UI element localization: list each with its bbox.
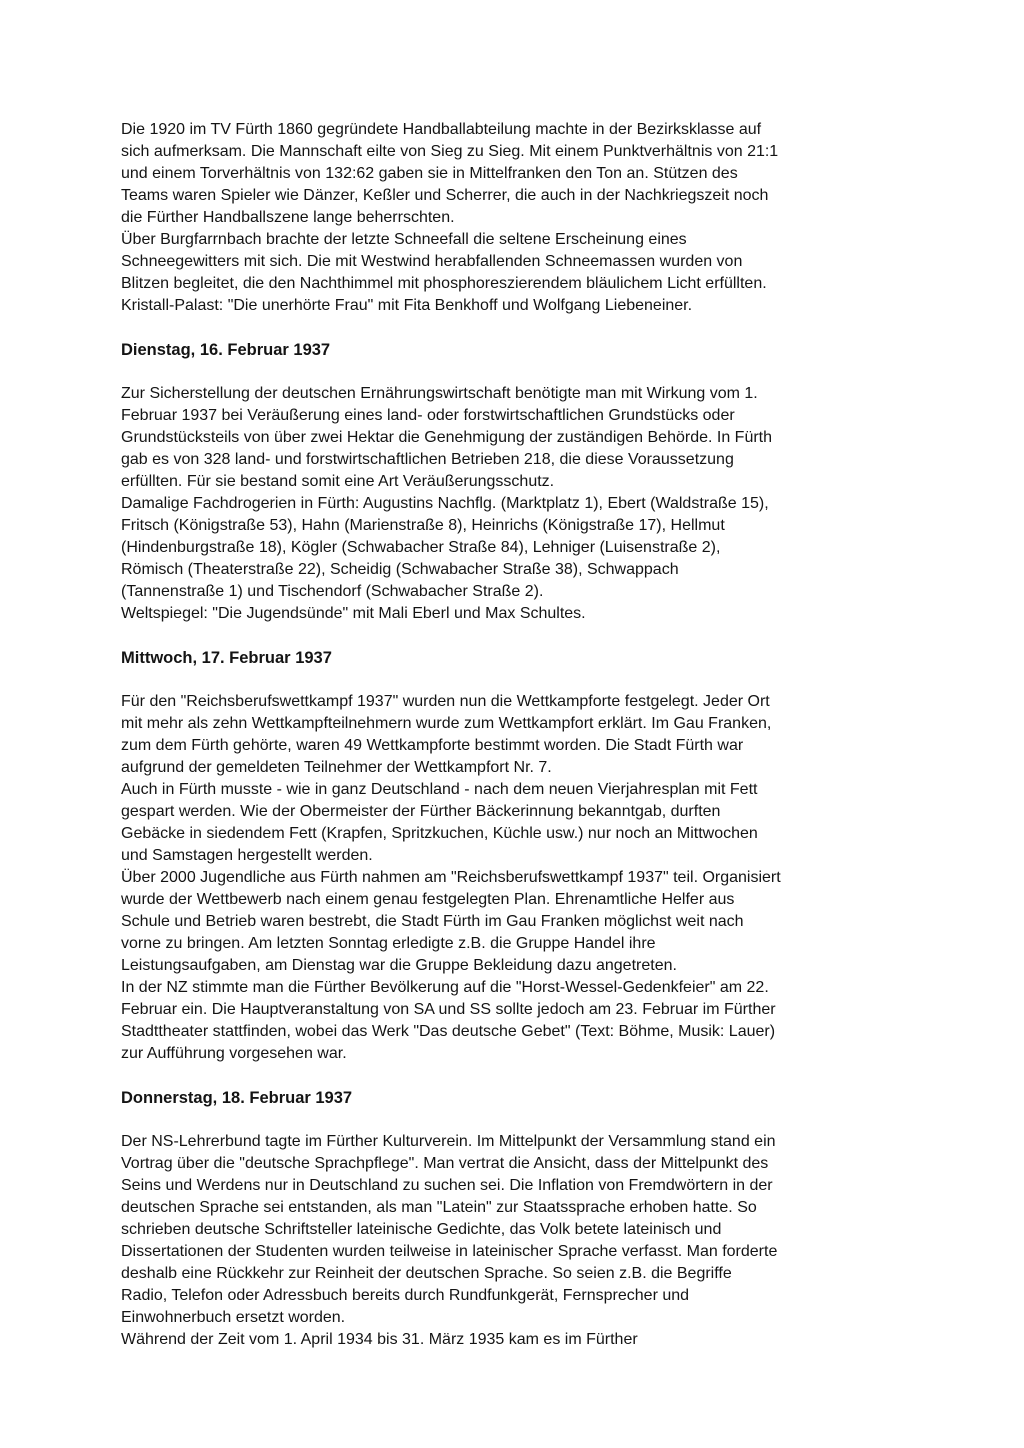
text-line: deutschen Sprache sei entstanden, als man "Latein" zur Staatssprache erhoben hatte. So: [121, 1199, 757, 1216]
text-line: Über 2000 Jugendliche aus Fürth nahmen am "Reichsberufswettkampf 1937" teil. Organisiert: [121, 869, 781, 886]
paragraph: [121, 229, 921, 295]
text-line: Teams waren Spieler wie Dänzer, Keßler und Scherrer, die auch in der Nachkriegszeit noch: [121, 187, 769, 204]
text-line: Leistungsaufgaben, am Dienstag war die Gruppe Bekleidung dazu angetreten.: [121, 957, 677, 974]
text-line: Grundstücksteils von über zwei Hektar die Genehmigung der zuständigen Behörde. In Fürth: [121, 429, 773, 446]
text-line: Einwohnerbuch ersetzt worden.: [121, 1309, 346, 1326]
text-line: mit mehr als zehn Wettkampfteilnehmern wurde zum Wettkampfort erklärt. Im Gau Franken,: [121, 715, 772, 732]
text-line: aufgrund der gemeldeten Teilnehmer der Wettkampfort Nr. 7.: [121, 759, 552, 776]
text-line: Die 1920 im TV Fürth 1860 gegründete Handballabteilung machte in der Bezirksklasse auf: [121, 121, 762, 138]
text-line: gab es von 328 land- und forstwirtschaftlichen Betrieben 218, die diese Voraussetzung: [121, 451, 734, 468]
text-line: (Tannenstraße 1) und Tischendorf (Schwabacher Straße 2).: [121, 583, 544, 600]
text-line: Römisch (Theaterstraße 22), Scheidig (Schwabacher Straße 38), Schwappach: [121, 561, 679, 578]
paragraph: [121, 119, 921, 229]
text-line: Damalige Fachdrogerien in Fürth: Augustins Nachflg. (Marktplatz 1), Ebert (Waldstraße 15),: [121, 495, 769, 512]
text-line: In der NZ stimmte man die Fürther Bevölkerung auf die "Horst-Wessel-Gedenkfeier" am 22.: [121, 979, 769, 996]
paragraph: [121, 1131, 921, 1329]
paragraph: [121, 493, 921, 603]
text-line: Zur Sicherstellung der deutschen Ernährungswirtschaft benötigte man mit Wirkung vom 1.: [121, 385, 758, 402]
text-line: Dissertationen der Studenten wurden teilweise in lateinischer Sprache verfasst. Man forderte: [121, 1243, 778, 1260]
paragraph: [121, 691, 921, 779]
text-line: Blitzen begleitet, die den Nachthimmel mit phosphoreszierendem bläulichem Licht erfüllten.: [121, 275, 767, 292]
paragraph: [121, 977, 921, 1065]
text-line: (Hindenburgstraße 18), Kögler (Schwabacher Straße 84), Lehniger (Luisenstraße 2),: [121, 539, 721, 556]
text-line: gespart werden. Wie der Obermeister der Fürther Bäckerinnung bekanntgab, durften: [121, 803, 721, 820]
section-heading: Dienstag, 16. Februar 1937: [121, 341, 331, 359]
text-line: erfüllten. Für sie bestand somit eine Art Veräußerungsschutz.: [121, 473, 555, 490]
section-heading: Donnerstag, 18. Februar 1937: [121, 1089, 353, 1107]
text-line: Für den "Reichsberufswettkampf 1937" wurden nun die Wettkampforte festgelegt. Jeder Ort: [121, 693, 770, 710]
section-heading: Mittwoch, 17. Februar 1937: [121, 649, 332, 667]
text-line: zum dem Fürth gehörte, waren 49 Wettkampforte bestimmt worden. Die Stadt Fürth war: [121, 737, 744, 754]
paragraph: [121, 1329, 921, 1351]
text-line: Februar ein. Die Hauptveranstaltung von SA und SS sollte jedoch am 23. Februar im Fürther: [121, 1001, 776, 1018]
text-line: vorne zu bringen. Am letzten Sonntag erledigte z.B. die Gruppe Handel ihre: [121, 935, 656, 952]
text-line: Vortrag über die "deutsche Sprachpflege". Man vertrat die Ansicht, dass der Mittelpunkt des: [121, 1155, 769, 1172]
text-line: und einem Torverhältnis von 132:62 gaben sie in Mittelfranken den Ton an. Stützen des: [121, 165, 738, 182]
text-line: Auch in Fürth musste - wie in ganz Deutschland - nach dem neuen Vierjahresplan mit Fett: [121, 781, 758, 798]
text-line: Fritsch (Königstraße 53), Hahn (Marienstraße 8), Heinrichs (Königstraße 17), Hellmut: [121, 517, 725, 534]
text-line: schrieben deutsche Schriftsteller lateinische Gedichte, das Volk betete lateinisch und: [121, 1221, 722, 1238]
text-line: und Samstagen hergestellt werden.: [121, 847, 373, 864]
text-line: Stadttheater stattfinden, wobei das Werk "Das deutsche Gebet" (Text: Böhme, Musik: Lauer): [121, 1023, 776, 1040]
text-line: die Fürther Handballszene lange beherrschten.: [121, 209, 455, 226]
text-line: Februar 1937 bei Veräußerung eines land- oder forstwirtschaftlichen Grundstücks oder: [121, 407, 735, 424]
paragraph: [121, 867, 921, 977]
text-line: wurde der Wettbewerb nach einem genau festgelegten Plan. Ehrenamtliche Helfer aus: [121, 891, 735, 908]
text-line: Schule und Betrieb waren bestrebt, die Stadt Fürth im Gau Franken möglichst weit nach: [121, 913, 744, 930]
text-line: deshalb eine Rückkehr zur Reinheit der deutschen Sprache. So seien z.B. die Begriffe: [121, 1265, 732, 1282]
text-line: Radio, Telefon oder Adressbuch bereits durch Rundfunkgerät, Fernsprecher und: [121, 1287, 690, 1304]
text-line: Während der Zeit vom 1. April 1934 bis 31. März 1935 kam es im Fürther: [121, 1331, 638, 1348]
paragraph: [121, 779, 921, 867]
paragraph: [121, 383, 921, 493]
text-line: zur Aufführung vorgesehen war.: [121, 1045, 347, 1062]
text-line: Weltspiegel: "Die Jugendsünde" mit Mali Eberl und Max Schultes.: [121, 605, 586, 622]
text-line: Schneegewitters mit sich. Die mit Westwind herabfallenden Schneemassen wurden von: [121, 253, 743, 270]
paragraph: [121, 295, 921, 317]
text-line: Über Burgfarrnbach brachte der letzte Schneefall die seltene Erscheinung eines: [121, 231, 687, 248]
text-line: sich aufmerksam. Die Mannschaft eilte von Sieg zu Sieg. Mit einem Punktverhältnis von 21:1: [121, 143, 779, 160]
document-content: [121, 119, 921, 1351]
text-line: Gebäcke in siedendem Fett (Krapfen, Spritzkuchen, Küchle usw.) nur noch an Mittwochen: [121, 825, 758, 842]
text-line: Seins und Werdens nur in Deutschland zu suchen sei. Die Inflation von Fremdwörtern in der: [121, 1177, 773, 1194]
text-line: Kristall-Palast: "Die unerhörte Frau" mit Fita Benkhoff und Wolfgang Liebeneiner.: [121, 297, 693, 314]
paragraph: [121, 603, 921, 625]
text-line: Der NS-Lehrerbund tagte im Fürther Kulturverein. Im Mittelpunkt der Versammlung stand ein: [121, 1133, 776, 1150]
